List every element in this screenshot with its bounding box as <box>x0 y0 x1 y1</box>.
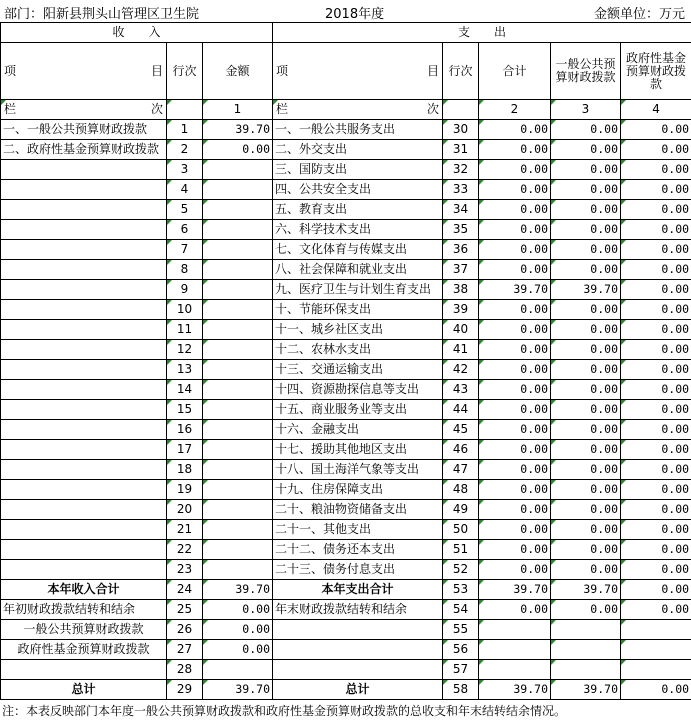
income-row-no: 10 <box>167 300 203 320</box>
income-item <box>1 380 167 400</box>
report-header <box>0 0 691 22</box>
income-amount <box>203 280 273 300</box>
income-amount <box>203 320 273 340</box>
table-row <box>1 460 691 480</box>
income-amount <box>203 460 273 480</box>
income-row-no: 29 <box>167 680 203 700</box>
expense-gov-fund: 0.00 <box>621 560 691 580</box>
table-row <box>1 160 691 180</box>
lanci-col-1: 1 <box>203 100 273 120</box>
expense-general-budget: 0.00 <box>551 180 621 200</box>
expense-general-budget: 39.70 <box>551 280 621 300</box>
expense-gov-fund: 0.00 <box>621 420 691 440</box>
expense-row-no: 46 <box>443 440 479 460</box>
expense-gov-fund: 0.00 <box>621 600 691 620</box>
expense-total: 0.00 <box>479 400 551 420</box>
year-total-row <box>1 580 691 600</box>
expense-total <box>479 660 551 680</box>
income-amount <box>203 660 273 680</box>
expense-general-budget: 0.00 <box>551 300 621 320</box>
lanci-label-expense: 栏 次 <box>273 100 443 120</box>
income-amount-header: 金额 <box>203 43 273 100</box>
income-row-no: 27 <box>167 640 203 660</box>
carry-over-row <box>1 600 691 620</box>
expense-row-no: 42 <box>443 360 479 380</box>
expense-general-budget: 0.00 <box>551 460 621 480</box>
expense-row-no: 56 <box>443 640 479 660</box>
expense-general-budget: 39.70 <box>551 580 621 600</box>
income-row-no: 22 <box>167 540 203 560</box>
expense-gov-fund: 0.00 <box>621 680 691 700</box>
group-header-row <box>1 23 691 43</box>
expense-general-budget: 0.00 <box>551 540 621 560</box>
expense-row-no: 36 <box>443 240 479 260</box>
income-item <box>1 500 167 520</box>
amount-unit: 金额单位：万元 <box>593 7 685 22</box>
expense-row-no: 51 <box>443 540 479 560</box>
expense-total: 0.00 <box>479 180 551 200</box>
income-row-no: 11 <box>167 320 203 340</box>
income-amount: 0.00 <box>203 640 273 660</box>
table-row <box>1 220 691 240</box>
expense-item: 年末财政拨款结转和结余 <box>273 600 443 620</box>
department-label: 部门：阳新县荆头山管理区卫生院 <box>4 7 200 22</box>
expense-total: 0.00 <box>479 220 551 240</box>
expense-item: 七、文化体育与传媒支出 <box>273 240 443 260</box>
expense-general-budget: 0.00 <box>551 380 621 400</box>
table-row <box>1 200 691 220</box>
expense-rowno-header: 行次 <box>443 43 479 100</box>
income-item <box>1 480 167 500</box>
expense-total: 0.00 <box>479 520 551 540</box>
expense-item: 三、国防支出 <box>273 160 443 180</box>
expense-total: 0.00 <box>479 200 551 220</box>
lanci-col-4: 4 <box>621 100 691 120</box>
expense-gov-fund: 0.00 <box>621 360 691 380</box>
income-row-no: 1 <box>167 120 203 140</box>
expense-item: 二十一、其他支出 <box>273 520 443 540</box>
table-row <box>1 140 691 160</box>
expense-row-no: 52 <box>443 560 479 580</box>
income-item: 政府性基金预算财政拨款 <box>1 640 167 660</box>
expense-item: 二、外交支出 <box>273 140 443 160</box>
column-header-row <box>1 43 691 100</box>
income-amount <box>203 560 273 580</box>
income-item <box>1 560 167 580</box>
income-group-header: 收 入 <box>1 23 273 43</box>
expense-gov-fund: 0.00 <box>621 280 691 300</box>
expense-general-budget: 0.00 <box>551 420 621 440</box>
expense-gov-fund: 0.00 <box>621 160 691 180</box>
expense-row-no: 49 <box>443 500 479 520</box>
expense-item-header: 项 目 <box>273 43 443 100</box>
income-amount <box>203 540 273 560</box>
expense-total: 0.00 <box>479 540 551 560</box>
general-budget-header: 一般公共预算财政拨款 <box>551 43 621 100</box>
expense-item: 二十、粮油物资储备支出 <box>273 500 443 520</box>
income-amount <box>203 520 273 540</box>
expense-item: 总计 <box>273 680 443 700</box>
income-amount <box>203 160 273 180</box>
income-amount <box>203 260 273 280</box>
footnote: 注：本表反映部门本年度一般公共预算财政拨款和政府性基金预算财政拨款的总收支和年末结转结余情况。 <box>2 704 567 718</box>
income-item <box>1 520 167 540</box>
expense-gov-fund: 0.00 <box>621 400 691 420</box>
income-row-no: 7 <box>167 240 203 260</box>
income-row-no: 18 <box>167 460 203 480</box>
expense-general-budget: 0.00 <box>551 200 621 220</box>
expense-total: 0.00 <box>479 500 551 520</box>
table-row <box>1 400 691 420</box>
income-row-no: 13 <box>167 360 203 380</box>
income-item: 一、一般公共预算财政拨款 <box>1 120 167 140</box>
lanci-col-2: 2 <box>479 100 551 120</box>
income-amount <box>203 440 273 460</box>
expense-item: 十、节能环保支出 <box>273 300 443 320</box>
income-row-no: 19 <box>167 480 203 500</box>
expense-item: 十九、住房保障支出 <box>273 480 443 500</box>
income-amount: 0.00 <box>203 140 273 160</box>
table-row <box>1 420 691 440</box>
carry-over-row <box>1 660 691 680</box>
table-row <box>1 320 691 340</box>
expense-total: 0.00 <box>479 240 551 260</box>
income-row-no: 25 <box>167 600 203 620</box>
expense-general-budget: 0.00 <box>551 320 621 340</box>
expense-row-no: 33 <box>443 180 479 200</box>
expense-gov-fund: 0.00 <box>621 460 691 480</box>
income-row-no: 28 <box>167 660 203 680</box>
expense-gov-fund: 0.00 <box>621 220 691 240</box>
expense-total: 0.00 <box>479 340 551 360</box>
income-amount <box>203 420 273 440</box>
income-row-no: 14 <box>167 380 203 400</box>
table-row <box>1 560 691 580</box>
expense-total: 0.00 <box>479 160 551 180</box>
expense-general-budget <box>551 640 621 660</box>
income-amount <box>203 200 273 220</box>
expense-general-budget: 0.00 <box>551 120 621 140</box>
income-item <box>1 280 167 300</box>
income-item: 总计 <box>1 680 167 700</box>
expense-gov-fund: 0.00 <box>621 180 691 200</box>
expense-general-budget: 0.00 <box>551 360 621 380</box>
expense-item <box>273 620 443 640</box>
income-item <box>1 220 167 240</box>
expense-item: 十二、农林水支出 <box>273 340 443 360</box>
expense-gov-fund: 0.00 <box>621 580 691 600</box>
income-item <box>1 200 167 220</box>
expense-row-no: 58 <box>443 680 479 700</box>
table-row <box>1 360 691 380</box>
income-row-no: 16 <box>167 420 203 440</box>
expense-item: 二十三、债务付息支出 <box>273 560 443 580</box>
expense-gov-fund: 0.00 <box>621 540 691 560</box>
expense-gov-fund: 0.00 <box>621 520 691 540</box>
income-item <box>1 300 167 320</box>
expense-item: 九、医疗卫生与计划生育支出 <box>273 280 443 300</box>
lanci-blank-expense <box>443 100 479 120</box>
expense-row-no: 40 <box>443 320 479 340</box>
expense-general-budget: 0.00 <box>551 400 621 420</box>
lanci-label: 栏 次 <box>1 100 167 120</box>
income-item <box>1 440 167 460</box>
income-amount <box>203 220 273 240</box>
expense-row-no: 44 <box>443 400 479 420</box>
expense-gov-fund <box>621 660 691 680</box>
lanci-blank <box>167 100 203 120</box>
income-row-no: 15 <box>167 400 203 420</box>
expense-item <box>273 640 443 660</box>
income-amount <box>203 340 273 360</box>
income-amount <box>203 500 273 520</box>
expense-total: 0.00 <box>479 460 551 480</box>
table-row <box>1 180 691 200</box>
fiscal-appropriation-table <box>0 22 691 700</box>
income-item <box>1 160 167 180</box>
expense-gov-fund: 0.00 <box>621 320 691 340</box>
expense-general-budget: 0.00 <box>551 600 621 620</box>
income-amount: 0.00 <box>203 600 273 620</box>
table-row <box>1 300 691 320</box>
expense-item: 八、社会保障和就业支出 <box>273 260 443 280</box>
expense-general-budget: 0.00 <box>551 140 621 160</box>
income-item <box>1 460 167 480</box>
expense-gov-fund: 0.00 <box>621 260 691 280</box>
expense-row-no: 34 <box>443 200 479 220</box>
expense-item: 四、公共安全支出 <box>273 180 443 200</box>
income-amount: 0.00 <box>203 620 273 640</box>
expense-general-budget: 0.00 <box>551 480 621 500</box>
expense-group-header: 支 出 <box>273 23 691 43</box>
expense-gov-fund: 0.00 <box>621 440 691 460</box>
carry-over-row <box>1 620 691 640</box>
income-row-no: 17 <box>167 440 203 460</box>
expense-general-budget: 0.00 <box>551 260 621 280</box>
carry-over-row <box>1 640 691 660</box>
expense-row-no: 39 <box>443 300 479 320</box>
expense-row-no: 53 <box>443 580 479 600</box>
expense-total: 0.00 <box>479 260 551 280</box>
income-row-no: 21 <box>167 520 203 540</box>
expense-item: 六、科学技术支出 <box>273 220 443 240</box>
income-item: 一般公共预算财政拨款 <box>1 620 167 640</box>
expense-total: 39.70 <box>479 580 551 600</box>
expense-total: 0.00 <box>479 320 551 340</box>
expense-item: 五、教育支出 <box>273 200 443 220</box>
expense-gov-fund: 0.00 <box>621 140 691 160</box>
expense-gov-fund: 0.00 <box>621 380 691 400</box>
gov-fund-header: 政府性基金预算财政拨款 <box>621 43 691 100</box>
expense-row-no: 31 <box>443 140 479 160</box>
expense-general-budget: 0.00 <box>551 500 621 520</box>
expense-total <box>479 640 551 660</box>
expense-gov-fund <box>621 640 691 660</box>
table-row <box>1 520 691 540</box>
income-row-no: 2 <box>167 140 203 160</box>
income-item: 本年收入合计 <box>1 580 167 600</box>
expense-row-no: 50 <box>443 520 479 540</box>
income-item-header: 项 目 <box>1 43 167 100</box>
income-item <box>1 540 167 560</box>
grand-total-row <box>1 680 691 700</box>
income-amount <box>203 400 273 420</box>
expense-gov-fund: 0.00 <box>621 480 691 500</box>
expense-item: 二十二、债务还本支出 <box>273 540 443 560</box>
expense-row-no: 30 <box>443 120 479 140</box>
expense-gov-fund: 0.00 <box>621 200 691 220</box>
expense-row-no: 57 <box>443 660 479 680</box>
expense-item: 十六、金融支出 <box>273 420 443 440</box>
expense-total: 0.00 <box>479 120 551 140</box>
income-amount <box>203 300 273 320</box>
income-item <box>1 660 167 680</box>
income-row-no: 23 <box>167 560 203 580</box>
expense-total-header: 合计 <box>479 43 551 100</box>
expense-row-no: 47 <box>443 460 479 480</box>
expense-gov-fund: 0.00 <box>621 300 691 320</box>
expense-row-no: 43 <box>443 380 479 400</box>
income-row-no: 12 <box>167 340 203 360</box>
expense-item: 十五、商业服务业等支出 <box>273 400 443 420</box>
income-item <box>1 180 167 200</box>
expense-gov-fund: 0.00 <box>621 340 691 360</box>
expense-item <box>273 660 443 680</box>
expense-gov-fund: 0.00 <box>621 120 691 140</box>
income-amount <box>203 240 273 260</box>
income-row-no: 26 <box>167 620 203 640</box>
expense-row-no: 35 <box>443 220 479 240</box>
expense-general-budget: 39.70 <box>551 680 621 700</box>
income-item <box>1 420 167 440</box>
expense-total: 0.00 <box>479 440 551 460</box>
expense-row-no: 38 <box>443 280 479 300</box>
expense-row-no: 32 <box>443 160 479 180</box>
expense-general-budget: 0.00 <box>551 220 621 240</box>
expense-total: 0.00 <box>479 560 551 580</box>
table-row <box>1 340 691 360</box>
income-amount <box>203 480 273 500</box>
income-amount: 39.70 <box>203 580 273 600</box>
income-item: 二、政府性基金预算财政拨款 <box>1 140 167 160</box>
expense-general-budget: 0.00 <box>551 520 621 540</box>
income-amount <box>203 360 273 380</box>
table-row <box>1 260 691 280</box>
expense-item: 十七、援助其他地区支出 <box>273 440 443 460</box>
income-item <box>1 240 167 260</box>
table-row <box>1 500 691 520</box>
expense-total: 0.00 <box>479 380 551 400</box>
income-row-no: 5 <box>167 200 203 220</box>
expense-item: 十八、国土海洋气象等支出 <box>273 460 443 480</box>
report-year: 2018年度 <box>325 7 385 22</box>
income-row-no: 8 <box>167 260 203 280</box>
income-row-no: 24 <box>167 580 203 600</box>
expense-total: 0.00 <box>479 300 551 320</box>
expense-row-no: 45 <box>443 420 479 440</box>
table-row <box>1 120 691 140</box>
expense-general-budget: 0.00 <box>551 340 621 360</box>
income-item <box>1 340 167 360</box>
income-amount <box>203 380 273 400</box>
expense-total: 0.00 <box>479 600 551 620</box>
expense-general-budget: 0.00 <box>551 440 621 460</box>
income-item <box>1 360 167 380</box>
lanci-col-3: 3 <box>551 100 621 120</box>
expense-row-no: 55 <box>443 620 479 640</box>
expense-total: 0.00 <box>479 140 551 160</box>
income-item: 年初财政拨款结转和结余 <box>1 600 167 620</box>
income-row-no: 20 <box>167 500 203 520</box>
expense-total: 0.00 <box>479 420 551 440</box>
expense-gov-fund: 0.00 <box>621 240 691 260</box>
expense-row-no: 54 <box>443 600 479 620</box>
expense-row-no: 41 <box>443 340 479 360</box>
income-rowno-header: 行次 <box>167 43 203 100</box>
income-amount: 39.70 <box>203 680 273 700</box>
expense-gov-fund: 0.00 <box>621 500 691 520</box>
table-row <box>1 240 691 260</box>
income-row-no: 4 <box>167 180 203 200</box>
income-amount <box>203 180 273 200</box>
income-row-no: 3 <box>167 160 203 180</box>
expense-total: 0.00 <box>479 480 551 500</box>
expense-general-budget: 0.00 <box>551 240 621 260</box>
expense-gov-fund <box>621 620 691 640</box>
expense-general-budget: 0.00 <box>551 560 621 580</box>
income-item <box>1 320 167 340</box>
expense-general-budget: 0.00 <box>551 160 621 180</box>
table-row <box>1 440 691 460</box>
income-row-no: 9 <box>167 280 203 300</box>
expense-item: 十四、资源勘探信息等支出 <box>273 380 443 400</box>
expense-row-no: 37 <box>443 260 479 280</box>
income-item <box>1 400 167 420</box>
table-row <box>1 380 691 400</box>
table-row <box>1 480 691 500</box>
lanci-row <box>1 100 691 120</box>
expense-total: 39.70 <box>479 280 551 300</box>
income-item <box>1 260 167 280</box>
expense-item: 十三、交通运输支出 <box>273 360 443 380</box>
expense-general-budget <box>551 620 621 640</box>
expense-total <box>479 620 551 640</box>
income-row-no: 6 <box>167 220 203 240</box>
expense-item: 一、一般公共服务支出 <box>273 120 443 140</box>
expense-row-no: 48 <box>443 480 479 500</box>
expense-total: 39.70 <box>479 680 551 700</box>
expense-general-budget <box>551 660 621 680</box>
expense-total: 0.00 <box>479 360 551 380</box>
table-row <box>1 280 691 300</box>
expense-item: 十一、城乡社区支出 <box>273 320 443 340</box>
expense-item: 本年支出合计 <box>273 580 443 600</box>
income-amount: 39.70 <box>203 120 273 140</box>
table-row <box>1 540 691 560</box>
